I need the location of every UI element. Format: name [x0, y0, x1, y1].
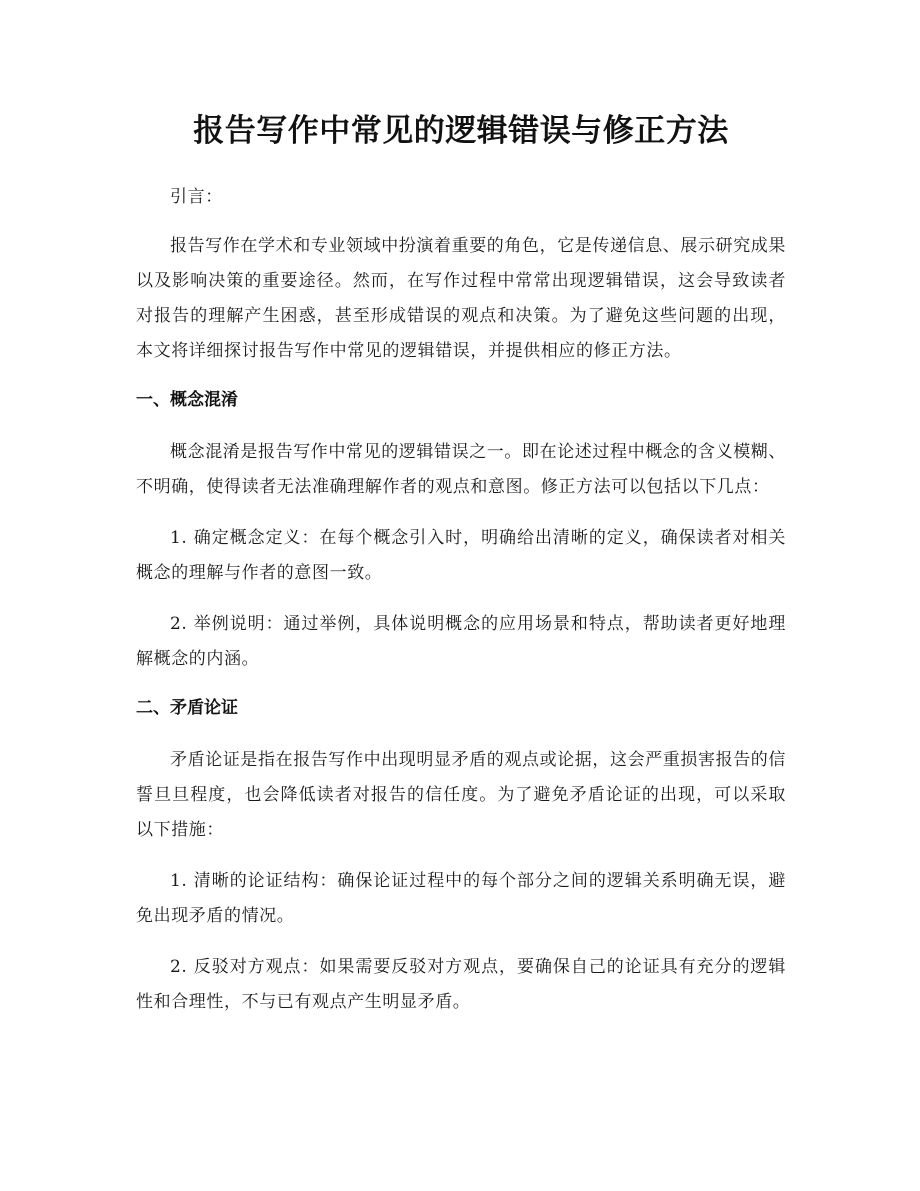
intro-paragraph: 报告写作在学术和专业领域中扮演着重要的角色，它是传递信息、展示研究成果以及影响决策的重要途径。然而，在写作过程中常常出现逻辑错误，这会导致读者对报告的理解产生困惑，甚至形成错误的观点和决策。为了避免这些问题的出现，本文将详细探讨报告写作中常见的逻辑错误，并提供相应的修正方法。 [136, 236, 786, 361]
section-heading-contradictory-argument: 二、矛盾论证 [136, 698, 238, 718]
intro-label: 引言： [170, 187, 223, 207]
list-item: 1. 确定概念定义：在每个概念引入时，明确给出清晰的定义，确保读者对相关概念的理解与作者的意图一致。 [136, 528, 786, 583]
list-item: 2. 举例说明：通过举例，具体说明概念的应用场景和特点，帮助读者更好地理解概念的内涵。 [136, 614, 786, 669]
section-paragraph: 矛盾论证是指在报告写作中出现明显矛盾的观点或论据，这会严重损害报告的信誓旦旦程度，也会降低读者对报告的信任度。为了避免矛盾论证的出现，可以采取以下措施： [136, 750, 786, 840]
list-item: 2. 反驳对方观点：如果需要反驳对方观点，要确保自己的论证具有充分的逻辑性和合理性，不与已有观点产生明显矛盾。 [136, 957, 786, 1012]
section-heading-concept-confusion: 一、概念混淆 [136, 390, 238, 410]
list-item: 1. 清晰的论证结构：确保论证过程中的每个部分之间的逻辑关系明确无误，避免出现矛盾的情况。 [136, 871, 786, 926]
document-body [136, 108, 786, 1036]
section-paragraph: 概念混淆是报告写作中常见的逻辑错误之一。即在论述过程中概念的含义模糊、不明确，使得读者无法准确理解作者的观点和意图。修正方法可以包括以下几点： [136, 442, 786, 497]
document-title: 报告写作中常见的逻辑错误与修正方法 [193, 113, 729, 149]
